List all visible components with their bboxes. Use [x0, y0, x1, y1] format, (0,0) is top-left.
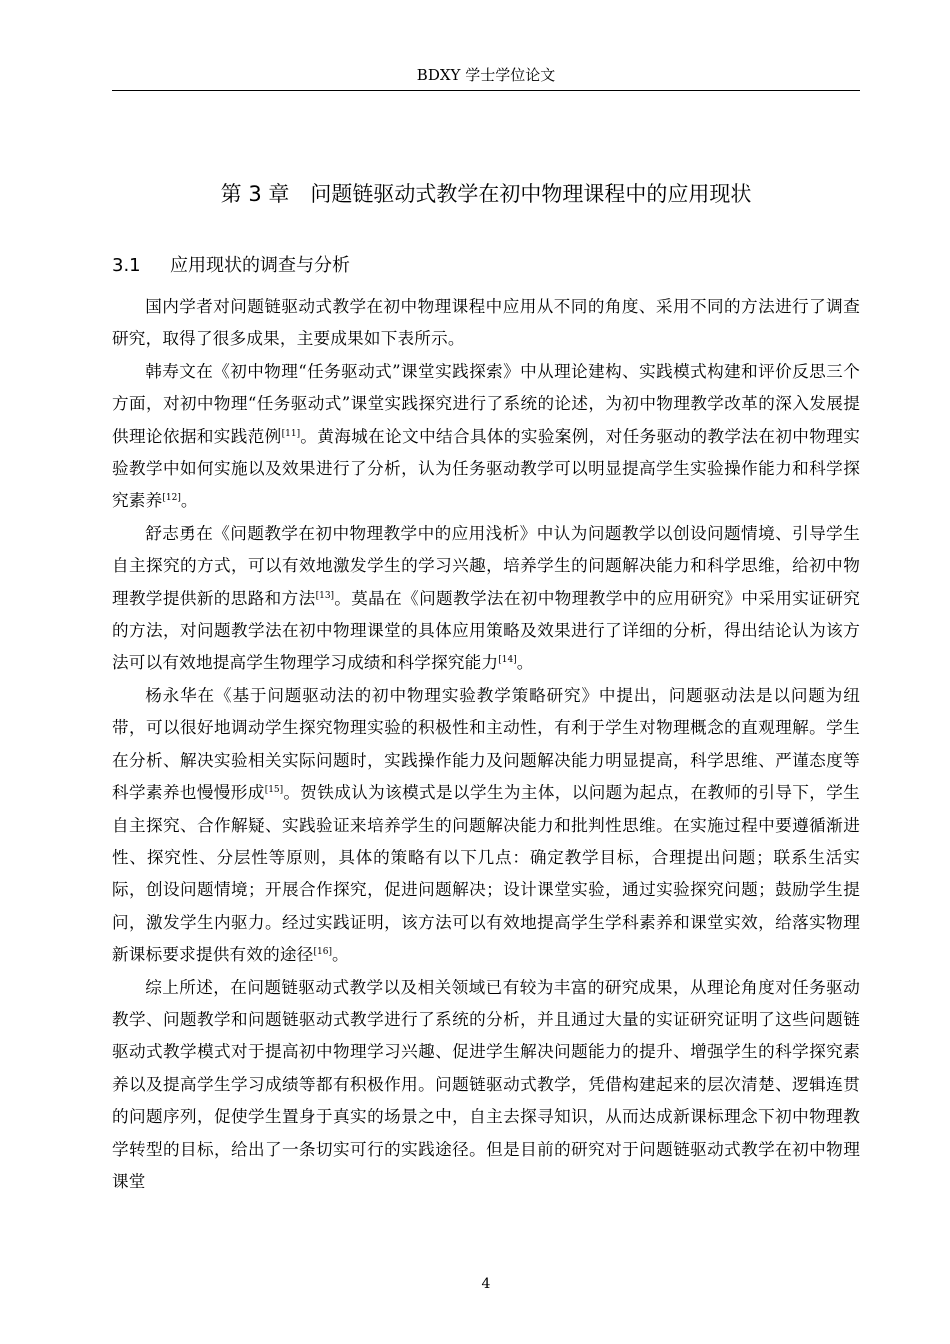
paragraph-text: 。 [180, 491, 198, 511]
paragraph-text: 杨永华在《基于问题驱动法的初中物理实验教学策略研究》中提出，问题驱动法是以问题为纽带，可以很好地调动学生探究物理实验的积极性和主动性，有利于学生对物理概念的直观理解。学生在分析、解决实验相关实际问题时，实践操作能力及问题解决能力明显提高，科学思维、严谨态度等科学素养也慢慢形成 [112, 685, 860, 803]
page-number: 4 [481, 1276, 491, 1292]
paragraph-text: 舒志勇在《问题教学在初中物理教学中的应用浅析》中认为问题教学以创设问题情境、引导学生自主探究的方式，可以有效地激发学生的学习兴趣，培养学生的问题解决能力和科学思维，给初中物理教学提供新的思路和方法 [112, 523, 860, 608]
section-number: 3.1 [112, 255, 141, 276]
chapter-title: 第 3 章 问题链驱动式教学在初中物理课程中的应用现状 [220, 182, 752, 206]
paragraph-text: 韩寿文在《初中物理“任务驱动式”课堂实践探索》中从理论建构、实践模式构建和评价反思三个方面，对初中物理“任务驱动式”课堂实践探究进行了系统的论述，为初中物理教学改革的深入发展提供理论依据和实践范例 [112, 361, 860, 446]
paragraph [112, 291, 860, 356]
citation-ref: [13] [315, 590, 335, 601]
section-heading [112, 253, 350, 279]
paragraph-text: 。 [332, 945, 349, 965]
paragraph-text: 。莫晶在《问题教学法在初中物理教学中的应用研究》中采用实证研究的方法，对问题教学法在初中物理课堂的具体应用策略及效果进行了详细的分析，得出结论认为该方法可以有效地提高学生物理学习成绩和科学探究能力 [112, 588, 860, 673]
paragraph-text: 国内学者对问题链驱动式教学在初中物理课程中应用从不同的角度、采用不同的方法进行了调查研究，取得了很多成果，主要成果如下表所示。 [112, 297, 860, 349]
citation-ref: [12] [162, 493, 181, 504]
citation-ref: [14] [498, 655, 517, 666]
paragraph-text: 。黄海城在论文中结合具体的实验案例，对任务驱动的教学法在初中物理实验教学中如何实施以及效果进行了分析，认为任务驱动教学可以明显提高学生实验操作能力和科学探究素养 [112, 426, 860, 511]
paragraph [112, 518, 860, 680]
citation-ref: [16] [313, 947, 333, 958]
paragraph [112, 680, 860, 972]
citation-ref: [11] [281, 428, 301, 439]
paragraph [112, 972, 860, 1199]
paragraph-text: 综上所述，在问题链驱动式教学以及相关领域已有较为丰富的研究成果，从理论角度对任务驱动教学、问题教学和问题链驱动式教学进行了系统的分析，并且通过大量的实证研究证明了这些问题链驱动式教学模式对于提高初中物理学习兴趣、促进学生解决问题能力的提升、增强学生的科学探究素养以及提高学生学习成绩等都有积极作用。问题链驱动式教学，凭借构建起来的层次清楚、逻辑连贯的问题序列，促使学生置身于真实的场景之中，自主去探寻知识，从而达成新课标理念下初中物理教学转型的目标，给出了一条切实可行的实践途径。但是目前的研究对于问题链驱动式教学在初中物理课堂 [112, 977, 860, 1191]
paragraph-text: 。 [516, 653, 534, 673]
section-title: 应用现状的调查与分析 [170, 255, 350, 276]
body-text [112, 291, 860, 1198]
running-header: BDXY 学士学位论文 [416, 66, 556, 84]
header-rule [112, 90, 860, 91]
paragraph [112, 356, 860, 518]
citation-ref: [15] [264, 785, 284, 796]
paragraph-text: 。贺铁成认为该模式是以学生为主体，以问题为起点，在教师的引导下，学生自主探究、合作解疑、实践验证来培养学生的问题解决能力和批判性思维。在实施过程中要遵循渐进性、探究性、分层性等原则，具体的策略有以下几点：确定教学目标，合理提出问题；联系生活实际，创设问题情境；开展合作探究，促进问题解决；设计课堂实验，通过实验探究问题；鼓励学生提问，激发学生内驱力。经过实践证明，该方法可以有效地提高学生学科素养和课堂实效，给落实物理新课标要求提供有效的途径 [112, 783, 860, 965]
